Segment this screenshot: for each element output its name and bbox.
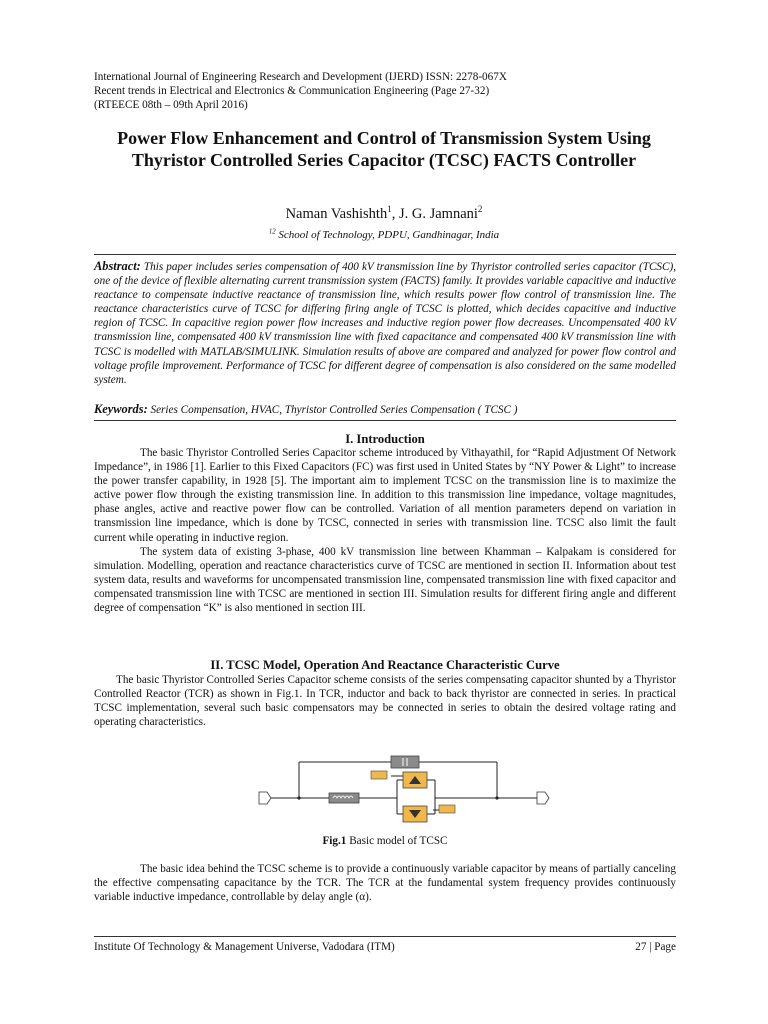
journal-header [94,70,694,112]
affiliation-superscript: 12 [268,228,276,236]
journal-header-line: International Journal of Engineering Research and Development (IJERD) ISSN: 2278-067X [94,71,507,83]
section-heading-tcsc-model: II. TCSC Model, Operation And Reactance Characteristic Curve [210,658,560,672]
abstract-text: This paper includes series compensation of 400 kV transmission line by Thyristor controlled series capacitor (TCSC), one of the device of flexible alternating current transmission system (FACTS) family. It provides variable capacitive and inductive reactance to compensate inductive reactance of transmission line, which results power flow control of transmission line. The reactance characteristics curve of TCSC for differing firing angle of TCSC is plotted, which decides capacitive and inductive region of TCSC. In capacitive region power flow increases and inductive region power flow decreases. Uncompensated 400 kV transmission line, compensated 400 kV transmission line with fixed capacitance and compensated 400 kV transmission line with TCSC is modelled with MATLAB/SIMULINK. Simulation results of above are compared and analyzed for power flow control and voltage profile improvement. Performance of TCSC for different degree of compensation is also considered on the same modelled system. [94,261,676,386]
author-superscript: 1 [387,204,392,215]
gate-signal-icon [439,805,455,813]
capacitor-icon [391,756,419,768]
footer-institute: Institute Of Technology & Management Universe, Vadodara (ITM) [94,941,395,953]
footer-rule [94,936,676,937]
author-line [80,206,688,223]
footer-page-number: 27 | Page [635,941,676,953]
affiliation-text: School of Technology, PDPU, Gandhinagar, India [275,229,500,241]
figure-caption-text: Basic model of TCSC [346,835,448,847]
paragraph: The system data of existing 3-phase, 400 kV transmission line between Khamman – Kalpakam is considered for simulation. Modelling, operation and reactance characteristics curve of TCSC are mentioned in section II. Information about test system data, results and waveforms for uncompensated transmission line, compensated transmission line with fixed capacitor and compensated transmission line with TCSC are mentioned in section III. Simulation results for different firing angle and different degree of compensation “K” is also mentioned in section III. [94,545,676,615]
paper-title: Power Flow Enhancement and Control of Transmission System Using Thyristor Controlled Series Capacitor (TCSC) FACTS Controller [117,128,651,170]
section-heading-introduction: I. Introduction [345,432,425,446]
paragraph: The basic idea behind the TCSC scheme is to provide a continuously variable capacitor by means of partially canceling the effective compensating capacitance by the TCR. The TCR at the fundamental system frequency provides continuously variable inductive impedance, controllable by delay angle (α). [94,863,676,904]
inductor-icon [329,793,359,803]
author-superscript: 2 [477,204,483,215]
tcsc-idea-body [94,862,676,904]
gate-signal-icon [371,771,387,779]
author-name: , J. G. Jamnani [391,206,478,222]
journal-header-line: Recent trends in Electrical and Electronics & Communication Engineering (Page 27-32) [94,85,490,97]
author-name: Naman Vashishth [285,206,388,222]
output-port-icon [537,792,549,804]
abstract-label: Abstract: [94,259,141,273]
abstract-top-rule [94,254,676,255]
paragraph: The basic Thyristor Controlled Series Capacitor scheme consists of the series compensating capacitor shunted by a Thyristor Controlled Reactor (TCR) as shown in Fig.1. In TCR, inductor and back to back thyristor are connected in series. In practical TCSC implementation, several such basic compensators may be connected in series to obtain the desired voltage rating and operating characteristics. [94,674,676,729]
introduction-body [94,446,676,615]
tcsc-circuit-diagram [255,746,555,824]
keywords-bottom-rule [94,420,676,421]
keywords [94,402,676,417]
keywords-text: Series Compensation, HVAC, Thyristor Controlled Series Compensation ( TCSC ) [147,404,518,416]
figure-caption [94,835,676,847]
figure-caption-label: Fig.1 [322,835,347,847]
keywords-label: Keywords: [94,402,148,416]
abstract [94,259,676,387]
affiliation [80,229,688,241]
paragraph: The basic Thyristor Controlled Series Capacitor scheme introduced by Vithayathil, for “Rapid Adjustment Of Network Impedance”, in 1986 [1]. Earlier to this Fixed Capacitors (FC) was first used in United States by “NY Power & Light” to increase the power transfer capability, in 1928 [5]. The important aim to implement TCSC on the transmission line is to maximize the active power flow through the existing transmission line. In addition to this transmission line impedance, voltage magnitudes, phase angles, active and reactive power flow can be controlled. Variation of all mention parameters depend on variation in transmission line impedance, which is done by TCSC, connected in series with transmission line. TCSC also limit the fault current while operating in inductive region. [94,447,676,544]
tcsc-model-body [94,673,676,729]
input-port-icon [259,792,271,804]
journal-header-line: (RTEECE 08th – 09th April 2016) [94,99,248,111]
